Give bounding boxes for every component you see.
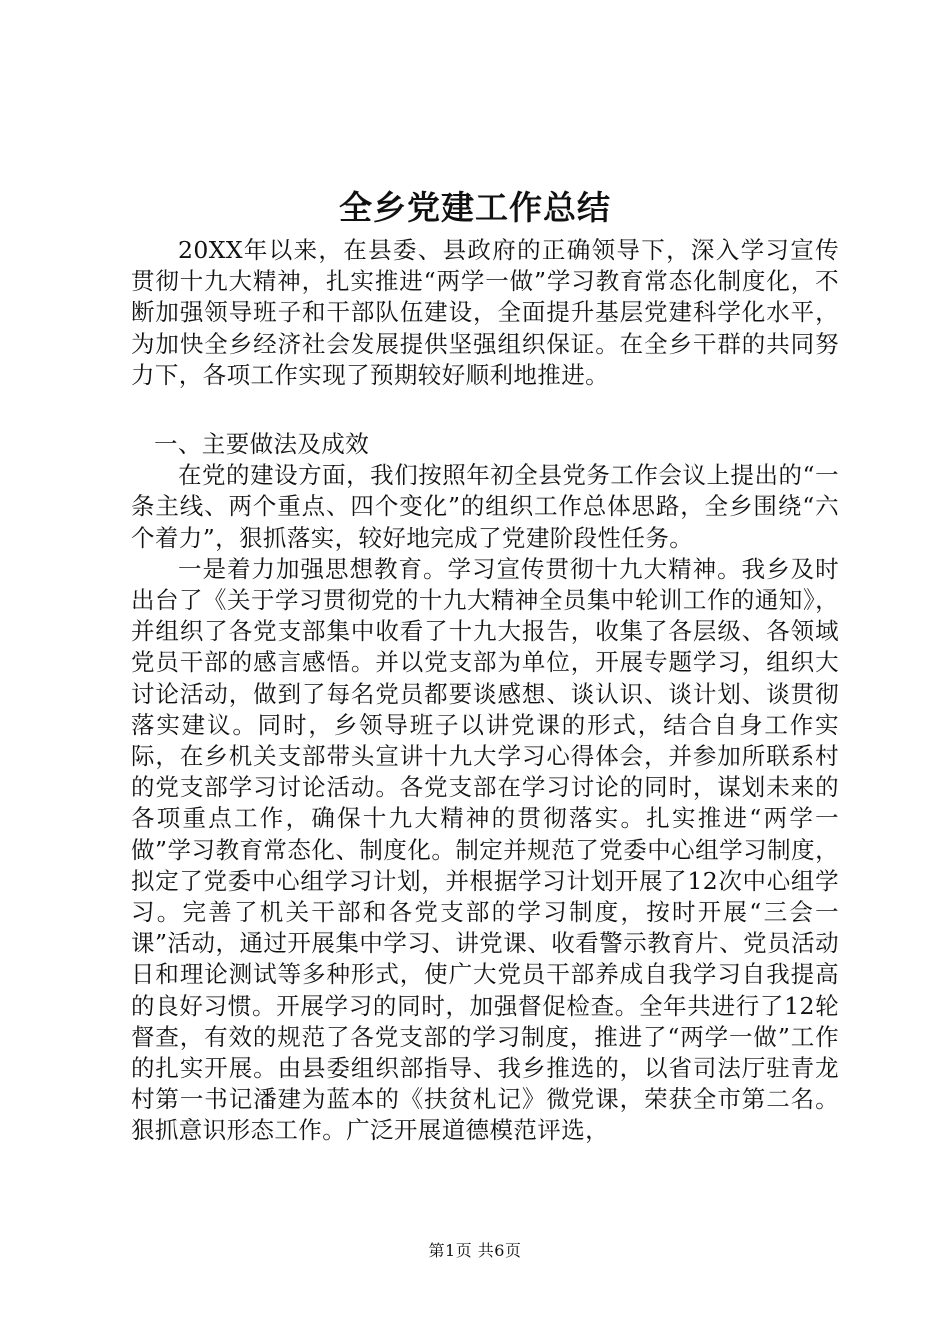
- document-title: 全乡党建工作总结: [339, 188, 611, 227]
- section-paragraph-1: 在党的建设方面，我们按照年初全县党务工作会议上提出的“一条主线、两个重点、四个变化”的组织工作总体思路，全乡围绕“六个着力”，狠抓落实，较好地完成了党建阶段性任务。: [131, 461, 839, 552]
- section-heading: 一、主要做法及成效: [154, 430, 370, 459]
- paragraph-spacer: [131, 391, 839, 429]
- page-footer: 第1页 共6页: [428, 1241, 522, 1260]
- document-body: [131, 235, 839, 1147]
- intro-paragraph: 20XX年以来，在县委、县政府的正确领导下，深入学习宣传贯彻十九大精神，扎实推进“两学一做”学习教育常态化制度化，不断加强领导班子和干部队伍建设，全面提升基层党建科学化水平，为加快全乡经济社会发展提供坚强组织保证。在全乡干群的共同努力下，各项工作实现了预期较好顺利地推进。: [131, 236, 839, 389]
- section-paragraph-2: 一是着力加强思想教育。学习宣传贯彻十九大精神。我乡及时出台了《关于学习贯彻党的十九大精神全员集中轮训工作的通知》，并组织了各党支部集中收看了十九大报告，收集了各层级、各领域党员干部的感言感悟。并以党支部为单位，开展专题学习，组织大讨论活动，做到了每名党员都要谈感想、谈认识、谈计划、谈贯彻落实建议。同时，乡领导班子以讲党课的形式，结合自身工作实际，在乡机关支部带头宣讲十九大学习心得体会，并参加所联系村的党支部学习讨论活动。各党支部在学习讨论的同时，谋划未来的各项重点工作，确保十九大精神的贯彻落实。扎实推进“两学一做”学习教育常态化、制度化。制定并规范了党委中心组学习制度，拟定了党委中心组学习计划，并根据学习计划开展了12次中心组学习。完善了机关干部和各党支部的学习制度，按时开展“三会一课”活动，通过开展集中学习、讲党课、收看警示教育片、党员活动日和理论测试等多种形式，使广大党员干部养成自我学习自我提高的良好习惯。开展学习的同时，加强督促检查。全年共进行了12轮督查，有效的规范了各党支部的学习制度，推进了“两学一做”工作的扎实开展。由县委组织部指导、我乡推选的，以省司法厅驻青龙村第一书记潘建为蓝本的《扶贫札记》微党课，荣获全市第二名。狠抓意识形态工作。广泛开展道德模范评选，: [131, 554, 839, 1145]
